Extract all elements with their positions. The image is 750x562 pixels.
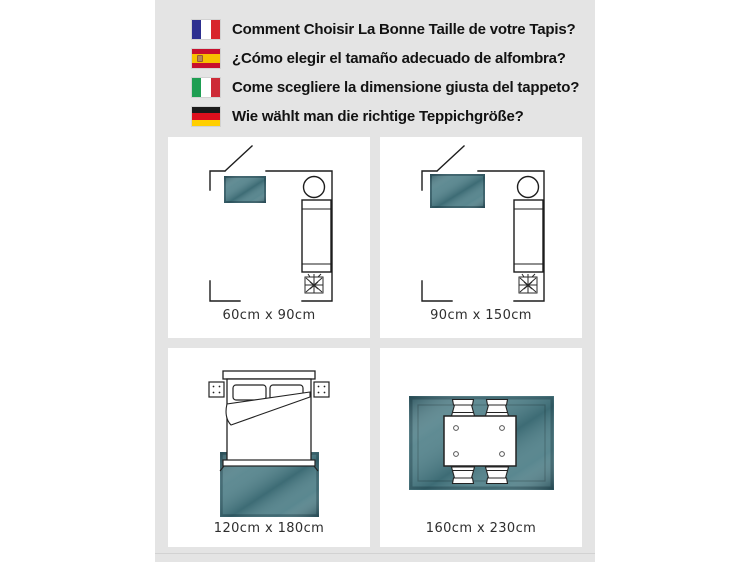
size-example-grid: [168, 137, 582, 547]
potted-plant-icon: [519, 274, 537, 293]
bed-icon: [302, 200, 331, 272]
spain-flag-icon: [192, 49, 220, 68]
chair-top-left: [452, 400, 475, 417]
headboard: [223, 371, 315, 379]
chair-top-right: [486, 400, 509, 417]
chair-bottom-right: [486, 467, 509, 484]
nightstand-left: [209, 382, 224, 397]
header-row-italian: [192, 78, 587, 97]
image-bottom-edge: [155, 553, 595, 554]
bed-icon: [514, 200, 543, 272]
bed-rug-120x180-svg: [168, 348, 370, 547]
panel-120x180: [168, 348, 370, 547]
rug-size-guide-infographic: [155, 0, 595, 562]
germany-flag-icon: [192, 107, 220, 126]
size-label-90x150: 90cm x 150cm: [430, 308, 532, 323]
title-german: Wie wählt man die richtige Teppichgröße?: [232, 108, 524, 125]
dining-table: [444, 416, 516, 466]
spain-coat-of-arms: [197, 55, 203, 62]
side-table-icon: [304, 177, 325, 198]
panel-90x150: [380, 137, 582, 338]
rug-60x90: [224, 176, 266, 203]
header-row-spanish: [192, 49, 587, 68]
bed-icon: [220, 371, 318, 471]
title-french: Comment Choisir La Bonne Taille de votre Tapis?: [232, 21, 576, 38]
chair-bottom-left: [452, 467, 475, 484]
side-table-icon: [518, 177, 539, 198]
multilingual-title-block: [192, 20, 587, 136]
size-label-60x90: 60cm x 90cm: [222, 308, 316, 323]
title-spanish: ¿Cómo elegir el tamaño adecuado de alfombra?: [232, 50, 566, 67]
size-label-160x230: 160cm x 230cm: [425, 521, 537, 536]
italy-flag-icon: [192, 78, 220, 97]
panel-60x90: [168, 137, 370, 338]
size-label-120x180: 120cm x 180cm: [213, 521, 325, 536]
header-row-french: [192, 20, 587, 39]
panel-160x230: [380, 348, 582, 547]
potted-plant-icon: [305, 274, 323, 293]
header-row-german: [192, 107, 587, 126]
pillow-left: [233, 385, 266, 400]
title-italian: Come scegliere la dimensione giusta del tappeto?: [232, 79, 580, 96]
rug-90x150: [430, 174, 485, 208]
dining-rug-160x230-svg: [380, 348, 582, 547]
nightstand-right: [314, 382, 329, 397]
footboard: [223, 460, 315, 466]
france-flag-icon: [192, 20, 220, 39]
